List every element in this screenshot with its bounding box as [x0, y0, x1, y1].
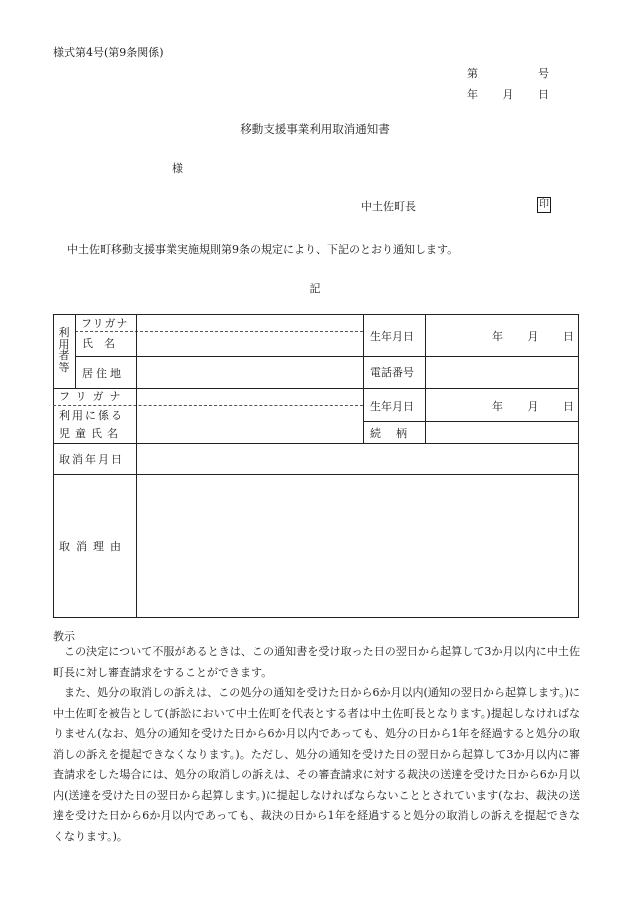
seal-stamp: 印 [537, 197, 551, 213]
document-date-line [467, 89, 549, 100]
cancel-reason-label: 取消理由 [59, 540, 127, 553]
column-divider [363, 314, 364, 443]
column-divider [425, 314, 426, 443]
form-number-label: 様式第4号(第9条関係) [53, 46, 164, 59]
addressee-suffix: 様 [172, 162, 183, 175]
document-number-line [467, 68, 549, 79]
date-month: 月 [502, 88, 514, 101]
furigana-divider [75, 331, 363, 332]
furigana-divider [53, 405, 363, 406]
birthdate-value-2: 年 月 日 [492, 400, 574, 413]
info-table [53, 314, 579, 618]
row-divider [75, 356, 579, 357]
intro-text: 中土佐町移動支援事業実施規則第9条の規定により、下記のとおり通知します。 [67, 243, 459, 256]
cancel-date-label: 取消年月日 [59, 453, 124, 466]
notice-body [53, 642, 580, 847]
user-group-label: 利 用 者 等 [58, 326, 70, 374]
relation-label: 続 柄 [370, 427, 409, 440]
furigana-label: フリガナ [81, 317, 129, 330]
row-divider [53, 388, 579, 389]
notice-paragraph-2: また、処分の取消しの訴えは、この処分の通知を受けた日から6か月以内(通知の翌日から起算します。)に中土佐町を被告として(訴訟において中土佐町を代表とする者は中土佐町長となります。)提起しなければなりません(なお、処分の通知を受けた日から6か月以内であっても、処分の日から1年を経過すると処分の取消しの訴えを提起できなくなります。)。ただし、処分の通知を受けた日の翌日から起算して3か月以内に審査請求をした場合には、処分の取消しの訴えは、その審査請求に対する裁決の送達を受けた日から6か月以内(送達を受けた日の翌日から起算します。)に提起しなければならないこととされています(なお、裁決の送達を受けた日から6か月以内であっても、裁決の日から1年を経過すると処分の取消しの訴えを提起できなくなります。)。 [53, 686, 580, 843]
column-divider [136, 314, 137, 618]
date-year: 年 [467, 88, 478, 101]
child-label-line-2: 児童氏名 [59, 427, 123, 440]
row-divider [53, 474, 579, 475]
address-label: 居住地 [82, 367, 124, 380]
child-furigana-label: フリガナ [59, 390, 127, 403]
birthdate-label-2: 生年月日 [370, 400, 414, 413]
number-prefix: 第 [467, 67, 478, 80]
row-divider [53, 443, 579, 444]
birthdate-label: 生年月日 [370, 330, 414, 343]
number-suffix: 号 [538, 67, 549, 80]
birthdate-value: 年 月 日 [492, 330, 574, 343]
ki-heading: 記 [309, 282, 321, 295]
issuer-name: 中土佐町長 [361, 200, 416, 213]
name-label: 氏 名 [82, 337, 115, 350]
document-title: 移動支援事業利用取消通知書 [240, 122, 390, 136]
date-day: 日 [538, 88, 549, 101]
column-divider [75, 314, 76, 388]
notice-paragraph-1: この決定について不服があるときは、この通知書を受け取った日の翌日から起算して3か月以内に中土佐町長に対し審査請求をすることができます。 [53, 645, 580, 679]
row-divider [363, 421, 579, 422]
child-label-line-1: 利用に係る [59, 409, 124, 422]
notice-heading: 教示 [53, 630, 75, 643]
phone-label: 電話番号 [370, 366, 414, 379]
